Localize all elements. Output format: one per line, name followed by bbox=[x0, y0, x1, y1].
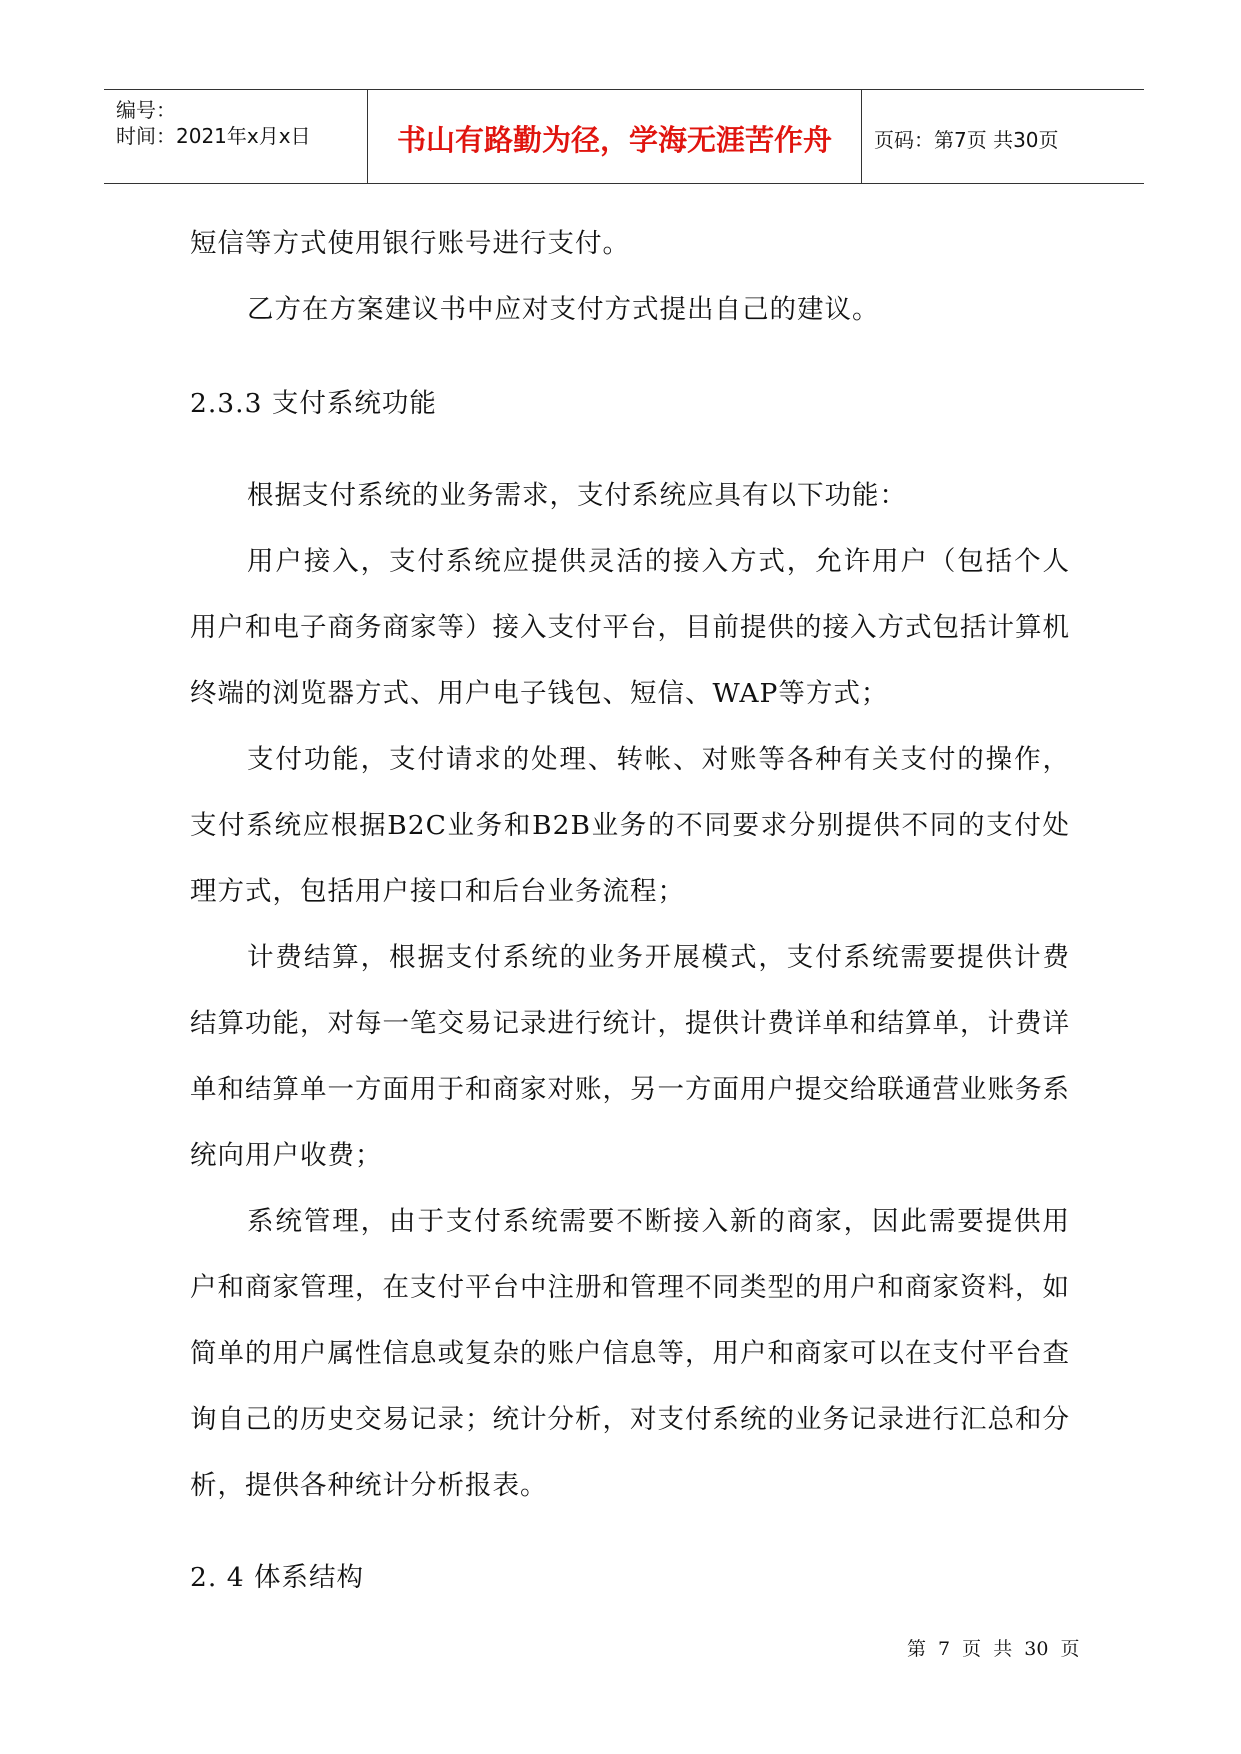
paragraph-4: 用户接入，支付系统应提供灵活的接入方式，允许用户（包括个人用户和电子商务商家等）接入支付平台，目前提供的接入方式包括计算机终端的浏览器方式、用户电子钱包、短信、WAP等方式； bbox=[190, 546, 1070, 709]
section-heading-2-3-3: 2.3.3 支付系统功能 bbox=[190, 388, 437, 419]
paragraph-6: 计费结算，根据支付系统的业务开展模式，支付系统需要提供计费结算功能，对每一笔交易记录进行统计，提供计费详单和结算单，计费详单和结算单一方面用于和商家对账，另一方面用户提交给联通营业账务系统向用户收费； bbox=[190, 942, 1070, 1171]
paragraph-2: 乙方在方案建议书中应对支付方式提出自己的建议。 bbox=[247, 294, 880, 325]
paragraph-5: 支付功能，支付请求的处理、转帐、对账等各种有关支付的操作，支付系统应根据B2C业务和B2B业务的不同要求分别提供不同的支付处理方式，包括用户接口和后台业务流程； bbox=[190, 744, 1070, 907]
header-motto: 书山有路勤为径，学海无涯苦作舟 bbox=[396, 123, 832, 157]
header-page-code: 页码：第7页 共30页 bbox=[874, 128, 1059, 152]
header-left-cell bbox=[104, 90, 368, 183]
paragraph-1: 短信等方式使用银行账号进行支付。 bbox=[190, 228, 630, 259]
paragraph-7: 系统管理，由于支付系统需要不断接入新的商家，因此需要提供用户和商家管理，在支付平台中注册和管理不同类型的用户和商家资料，如简单的用户属性信息或复杂的账户信息等，用户和商家可以在支付平台查询自己的历史交易记录；统计分析，对支付系统的业务记录进行汇总和分析，提供各种统计分析报表。 bbox=[190, 1206, 1070, 1501]
header-motto-cell bbox=[368, 90, 862, 183]
document-time-label: 时间：2021年x月x日 bbox=[116, 124, 311, 148]
page-footer: 第 7 页 共 30 页 bbox=[907, 1638, 1080, 1660]
paragraph-3: 根据支付系统的业务需求，支付系统应具有以下功能： bbox=[247, 480, 907, 511]
document-header bbox=[104, 89, 1144, 184]
section-heading-2-4: 2. 4 体系结构 bbox=[190, 1562, 364, 1593]
document-number-label: 编号： bbox=[116, 98, 176, 122]
header-right-cell bbox=[862, 90, 1144, 183]
